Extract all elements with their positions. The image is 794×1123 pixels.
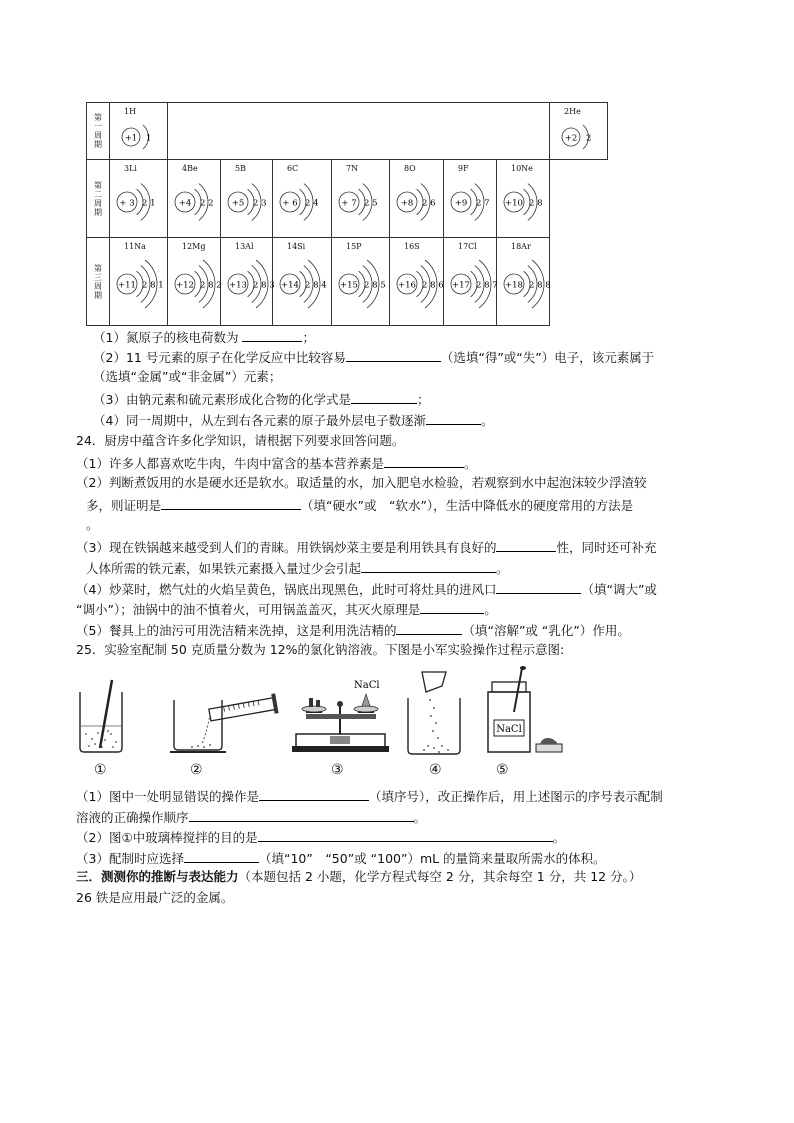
element-symbol: 4Be: [182, 164, 198, 173]
step-label: ②: [190, 762, 203, 778]
answer-blank[interactable]: [189, 808, 414, 822]
nucleus-charge: +18: [505, 280, 523, 291]
q24-item2-end: 。: [86, 517, 99, 532]
q23-item4: （4）同一周期中，从左到右各元素的原子最外层电子数逐渐 。: [93, 413, 494, 428]
answer-blank[interactable]: [496, 538, 556, 552]
step-label: ①: [94, 762, 107, 778]
element-symbol: 13Al: [235, 242, 254, 251]
q25-item1: （1）图中一处明显错误的操作是 （填序号），改正操作后，用上述图示的序号表示配制: [76, 789, 663, 804]
q24-item3: （3）现在铁锅越来越受到人们的青睐。用铁锅炒菜主要是利用铁具有良好的 性，同时还可补充: [76, 540, 657, 555]
nucleus-charge: +4: [178, 198, 192, 209]
element-symbol: 1H: [124, 107, 137, 116]
answer-blank[interactable]: [420, 600, 484, 614]
shell-electrons: 2 3: [253, 198, 267, 209]
shell-electrons: 2 5: [364, 198, 378, 209]
nucleus-charge: +15: [340, 280, 358, 291]
adding-solid-diagram: [404, 668, 464, 758]
atom-diagram: [273, 160, 331, 233]
element-symbol: 8O: [404, 164, 416, 173]
beaker-stirring-diagram: [76, 676, 126, 756]
nucleus-charge: +10: [505, 198, 523, 209]
element-cell: [444, 160, 497, 238]
element-cell: [273, 160, 332, 238]
nucleus-charge: +1: [124, 133, 138, 144]
bottle-label: NaCl: [496, 724, 522, 735]
element-cell: [168, 238, 221, 326]
nucleus-charge: +14: [281, 280, 299, 291]
period-label: 第一周期: [87, 103, 110, 160]
shell-electrons: 2 8 5: [364, 280, 386, 291]
section-heading: 三．测测你的推断与表达能力（本题包括 2 小题，化学方程式每空 2 分，其余每空 1 分，共 12 分。）: [76, 869, 642, 884]
nucleus-charge: +2: [564, 133, 578, 144]
answer-blank[interactable]: [361, 559, 496, 573]
shell-electrons: 2 4: [305, 198, 319, 209]
element-cell: [390, 160, 444, 238]
q24-item3-cont: 人体所需的铁元素，如果铁元素摄入量过少会引起 。: [86, 561, 509, 576]
element-cell: [390, 238, 444, 326]
nucleus-charge: +9: [454, 198, 468, 209]
element-cell: [550, 103, 608, 160]
answer-blank[interactable]: [351, 390, 417, 404]
element-symbol: 3Li: [124, 164, 137, 173]
atom-diagram: [110, 103, 167, 160]
atom-diagram: [332, 160, 389, 233]
q24-item4: （4）炒菜时，燃气灶的火焰呈黄色，锅底出现黑色，此时可将灶具的进风口 （填“调大”或: [76, 582, 657, 597]
nucleus-charge: +17: [452, 280, 470, 291]
element-symbol: 6C: [287, 164, 299, 173]
element-symbol: 10Ne: [511, 164, 533, 173]
period-label: 第二周期: [87, 160, 110, 238]
element-cell: [168, 160, 221, 238]
element-cell: [221, 160, 273, 238]
shell-electrons: 2 8 6: [422, 280, 444, 291]
nacl-label: NaCl: [354, 680, 380, 691]
q23-item1: （1）氮原子的核电荷数为 ；: [93, 330, 315, 345]
q26-text: 26 铁是应用最广泛的金属。: [76, 890, 234, 905]
step-label: ④: [429, 762, 442, 778]
element-symbol: 12Mg: [182, 242, 206, 251]
pouring-water-diagram: [170, 688, 285, 758]
answer-blank[interactable]: [426, 411, 481, 425]
q24-item2-cont: 多，则证明是 （填“硬水”或 “软水”），生活中降低水的硬度常用的方法是: [86, 498, 634, 513]
element-cell: [444, 238, 497, 326]
nucleus-charge: +11: [118, 280, 136, 291]
shell-electrons: 2 8 3: [253, 280, 275, 291]
answer-blank[interactable]: [496, 580, 581, 594]
shell-electrons: 2 8 7: [476, 280, 498, 291]
shell-electrons: 2 8 4: [305, 280, 327, 291]
element-symbol: 14Si: [287, 242, 306, 251]
element-symbol: 9F: [458, 164, 469, 173]
nucleus-charge: +12: [176, 280, 194, 291]
element-symbol: 11Na: [124, 242, 146, 251]
shell-electrons: 2 7: [476, 198, 490, 209]
nucleus-charge: + 7: [341, 198, 357, 209]
element-symbol: 15P: [346, 242, 362, 251]
element-symbol: 5B: [235, 164, 246, 173]
q24-item5: （5）餐具上的油污可用洗洁精来洗掉，这是利用洗洁精的 （填“溶解”或 “乳化”）作用。: [76, 623, 630, 638]
nucleus-charge: +5: [231, 198, 245, 209]
balance-diagram: [292, 672, 389, 756]
q25-title: 25．实验室配制 50 克质量分数为 12%的氯化钠溶液。下图是小军实验操作过程示意图:: [76, 642, 565, 657]
element-symbol: 2He: [564, 107, 581, 116]
q25-item3: （3）配制时应选择 （填“10” “50”或 “100”）mL 的量筒来量取所需水的体积。: [76, 851, 606, 866]
element-symbol: 16S: [404, 242, 420, 251]
element-cell: [332, 160, 390, 238]
q25-item1-cont: 溶液的正确操作顺序 。: [76, 810, 427, 825]
answer-blank[interactable]: [242, 328, 302, 342]
reagent-bottle-diagram: [480, 664, 566, 758]
q24-item2: （2）判断煮饭用的水是硬水还是软水。取适量的水，加入肥皂水检验，若观察到水中起泡沫较少浮渣较: [76, 475, 647, 490]
element-cell: [110, 238, 168, 326]
element-cell: [497, 160, 550, 238]
shell-electrons: 2 2: [200, 198, 214, 209]
atomic-structure-table: [86, 102, 608, 326]
shell-electrons: 2 6: [422, 198, 436, 209]
atom-diagram: [550, 103, 607, 160]
q25-item2: （2）图①中玻璃棒搅拌的目的是 。: [76, 830, 566, 845]
period-label: 第三周期: [87, 238, 110, 326]
element-symbol: 17Cl: [458, 242, 477, 251]
element-cell: [332, 238, 390, 326]
nucleus-charge: + 3: [119, 198, 135, 209]
shell-electrons: 1: [146, 133, 152, 144]
shell-electrons: 2 8 1: [142, 280, 164, 291]
shell-electrons: 2: [586, 133, 592, 144]
q23-item3: （3）由钠元素和硫元素形成化合物的化学式是 ；: [93, 392, 430, 407]
step-label: ③: [331, 762, 344, 778]
q24-title: 24．厨房中蕴含许多化学知识，请根据下列要求回答问题。: [76, 433, 405, 448]
answer-blank[interactable]: [161, 496, 301, 510]
shell-electrons: 2 8 8: [529, 280, 551, 291]
nucleus-charge: + 6: [282, 198, 298, 209]
answer-blank[interactable]: [184, 849, 259, 863]
q23-item2-cont: （选填“金属”或“非金属”）元素；: [93, 369, 282, 384]
element-cell: [497, 238, 550, 326]
shell-electrons: 2 8 2: [200, 280, 222, 291]
element-cell: [221, 238, 273, 326]
answer-blank[interactable]: [259, 787, 369, 801]
q24-item4-cont: “调小”）；油锅中的油不慎着火，可用锅盖盖灭，其灭火原理是 。: [76, 602, 497, 617]
q23-item2: （2）11 号元素的原子在化学反应中比较容易 （选填“得”或“失”）电子，该元素属于: [93, 350, 655, 365]
atom-diagram: [221, 160, 272, 233]
q24-item1: （1）许多人都喜欢吃牛肉，牛肉中富含的基本营养素是 。: [76, 456, 477, 471]
atom-diagram: [390, 160, 443, 233]
shell-electrons: 2 1: [142, 198, 156, 209]
answer-blank[interactable]: [346, 348, 441, 362]
element-cell: [110, 160, 168, 238]
element-cell: [273, 238, 332, 326]
answer-blank[interactable]: [258, 828, 553, 842]
step-label: ⑤: [496, 762, 509, 778]
atom-diagram: [444, 160, 496, 233]
element-cell: [110, 103, 168, 160]
nucleus-charge: +16: [398, 280, 416, 291]
empty-span: [168, 103, 550, 160]
nucleus-charge: +8: [400, 198, 414, 209]
nucleus-charge: +13: [229, 280, 247, 291]
answer-blank[interactable]: [384, 454, 464, 468]
shell-electrons: 2 8: [529, 198, 543, 209]
answer-blank[interactable]: [396, 621, 462, 635]
element-symbol: 7N: [346, 164, 359, 173]
element-symbol: 18Ar: [511, 242, 531, 251]
